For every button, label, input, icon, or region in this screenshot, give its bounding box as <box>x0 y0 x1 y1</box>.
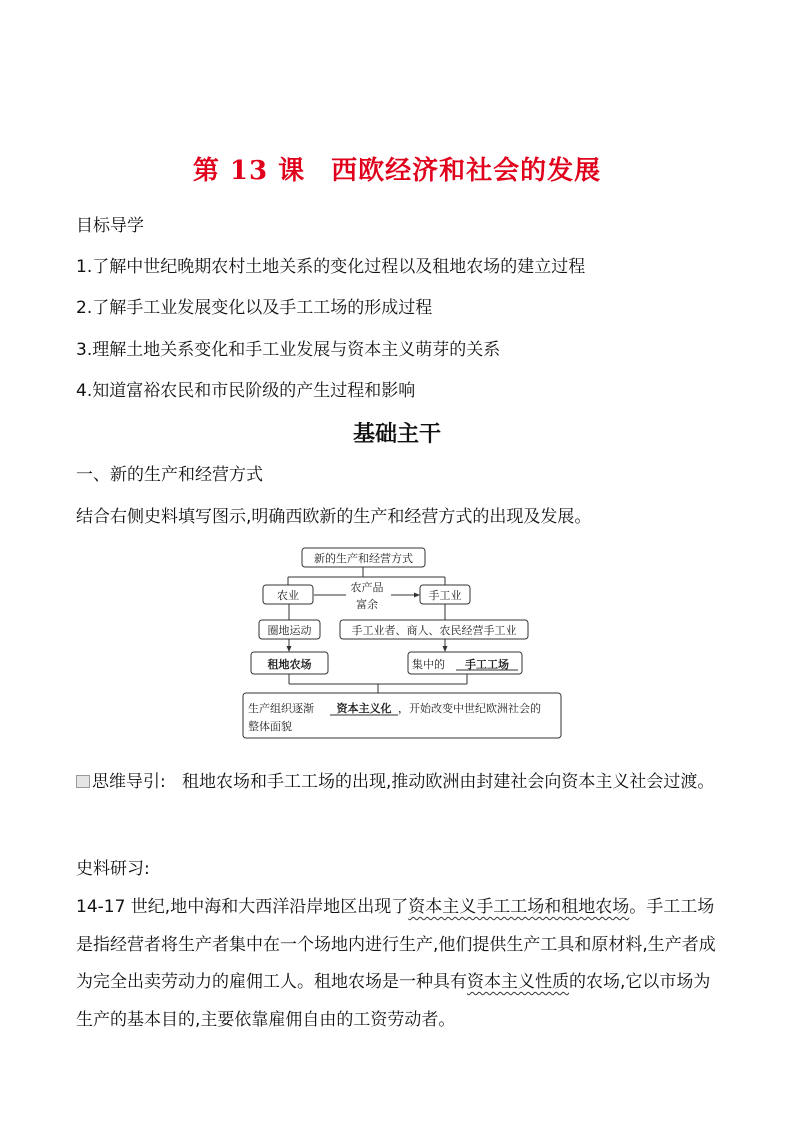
diagram-workshop-node: 手工工场 <box>465 658 509 671</box>
diagram-bottom-prefix: 生产组织逐渐 <box>248 702 314 715</box>
diagram-operators-node: 手工业者、商人、农民经营手工业 <box>351 624 517 637</box>
objective-item: 2.了解手工业发展变化以及手工工场的形成过程 <box>76 298 433 318</box>
instruction-text: 结合右侧史料填写图示,明确西欧新的生产和经营方式的出现及发展。 <box>76 507 592 527</box>
diagram-bottom-line2: 整体面貌 <box>248 720 292 733</box>
section-heading: 基础主干 <box>352 422 441 447</box>
thinking-label: 思维导引: <box>92 772 166 792</box>
lesson-number: 第 13 课 <box>192 156 306 186</box>
lesson-title <box>0 150 794 187</box>
objective-item: 4.知道富裕农民和市民阶级的产生过程和影响 <box>76 381 416 401</box>
diagram-concentrated-label: 集中的 <box>412 658 445 671</box>
diagram-surplus-label-2: 富余 <box>356 598 378 611</box>
source-text: 的农场,它以市场为生产的基本目的,主要依靠雇佣自由的工资劳动者。 <box>76 972 711 1030</box>
note-icon <box>76 775 90 788</box>
diagram-agriculture-node: 农业 <box>277 589 299 602</box>
lesson-name: 西欧经济和社会的发展 <box>331 156 602 186</box>
subsection-heading: 一、新的生产和经营方式 <box>76 465 263 485</box>
source-paragraph <box>76 889 726 1039</box>
diagram-top-node: 新的生产和经营方式 <box>314 552 413 565</box>
diagram-capitalization: 资本主义化 <box>336 702 392 715</box>
source-text: 14-17 世纪,地中海和大西洋沿岸地区出现了 <box>76 897 409 917</box>
diagram-handicraft-node: 手工业 <box>428 589 462 602</box>
source-heading: 史料研习: <box>76 859 150 879</box>
flow-diagram <box>238 543 566 745</box>
objectives-heading: 目标导学 <box>76 216 144 236</box>
objective-item: 3.理解土地关系变化和手工业发展与资本主义萌芽的关系 <box>76 340 501 360</box>
source-text: 。手工工场是指经营者将生产者集中在一个场地内进行生产,他们提供生产工具和原材料,生产者成为完全出卖劳动力的雇佣工人。租地农场是一种具有 <box>76 897 716 992</box>
source-highlight: 资本主义性质 <box>467 972 569 992</box>
source-highlight: 资本主义手工工场和租地农场 <box>408 897 630 917</box>
thinking-guide <box>76 764 726 802</box>
thinking-text: 租地农场和手工工场的出现,推动欧洲由封建社会向资本主义社会过渡。 <box>181 772 715 792</box>
objective-item: 1.了解中世纪晚期农村土地关系的变化过程以及租地农场的建立过程 <box>76 257 586 277</box>
diagram-farm-node: 租地农场 <box>267 658 312 671</box>
diagram-surplus-label: 农产品 <box>350 581 384 594</box>
diagram-bottom-suffix: ，开始改变中世纪欧洲社会的 <box>398 702 541 715</box>
diagram-enclosure-node: 圈地运动 <box>267 624 312 637</box>
